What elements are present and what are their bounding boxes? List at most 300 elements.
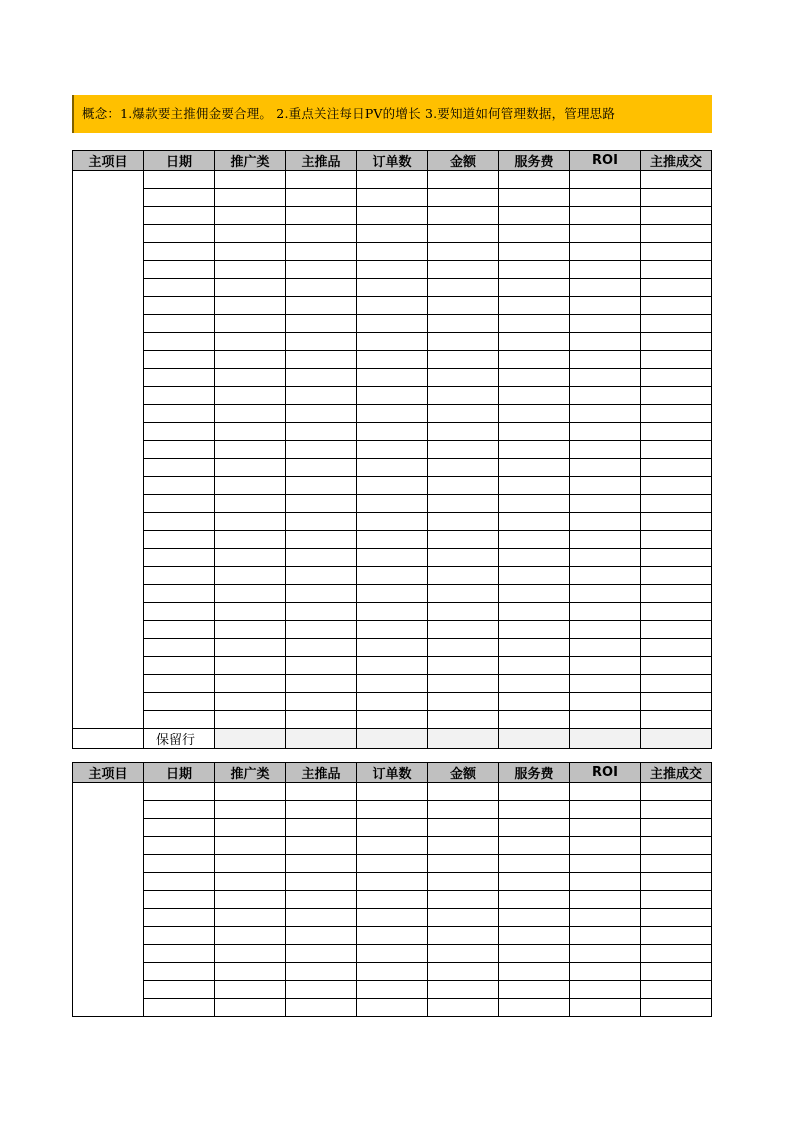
table-cell[interactable] — [499, 261, 570, 279]
table-cell[interactable] — [144, 207, 215, 225]
table-cell[interactable] — [144, 351, 215, 369]
table-cell[interactable] — [499, 477, 570, 495]
table-cell[interactable] — [641, 585, 712, 603]
table-cell[interactable] — [286, 207, 357, 225]
table-cell[interactable] — [215, 675, 286, 693]
table-cell[interactable] — [499, 801, 570, 819]
table-cell[interactable] — [428, 819, 499, 837]
table-cell[interactable] — [144, 603, 215, 621]
table-cell[interactable] — [641, 315, 712, 333]
table-cell[interactable] — [499, 369, 570, 387]
table-cell[interactable] — [215, 621, 286, 639]
table-cell[interactable] — [570, 171, 641, 189]
table-cell[interactable] — [286, 585, 357, 603]
table-cell[interactable] — [499, 909, 570, 927]
table-cell[interactable] — [428, 675, 499, 693]
table-cell[interactable] — [144, 369, 215, 387]
table-cell[interactable] — [499, 423, 570, 441]
table-cell[interactable] — [570, 585, 641, 603]
table-cell[interactable] — [641, 855, 712, 873]
table-cell[interactable] — [144, 783, 215, 801]
table-cell[interactable] — [286, 459, 357, 477]
table-cell[interactable] — [570, 387, 641, 405]
table-cell[interactable] — [286, 189, 357, 207]
table-cell[interactable] — [641, 819, 712, 837]
table-cell[interactable] — [499, 513, 570, 531]
table-cell[interactable] — [357, 225, 428, 243]
table-cell[interactable] — [357, 621, 428, 639]
table-cell[interactable] — [357, 891, 428, 909]
table-cell[interactable] — [641, 693, 712, 711]
table-cell[interactable] — [286, 369, 357, 387]
table-cell[interactable] — [428, 855, 499, 873]
table-cell[interactable] — [215, 459, 286, 477]
table-cell[interactable] — [215, 855, 286, 873]
table-cell[interactable] — [357, 369, 428, 387]
table-cell[interactable] — [357, 531, 428, 549]
table-cell[interactable] — [144, 945, 215, 963]
table-cell[interactable] — [428, 549, 499, 567]
table-cell[interactable] — [570, 729, 641, 749]
table-cell[interactable] — [144, 441, 215, 459]
table-cell[interactable] — [286, 945, 357, 963]
table-cell[interactable] — [144, 549, 215, 567]
table-cell[interactable] — [499, 693, 570, 711]
table-cell[interactable] — [570, 279, 641, 297]
table-cell[interactable] — [357, 819, 428, 837]
table-cell[interactable] — [499, 675, 570, 693]
table-cell[interactable] — [144, 639, 215, 657]
table-cell[interactable] — [144, 189, 215, 207]
table-cell[interactable] — [286, 783, 357, 801]
table-cell[interactable] — [357, 801, 428, 819]
table-cell[interactable] — [641, 513, 712, 531]
table-cell[interactable] — [499, 279, 570, 297]
table-cell[interactable] — [215, 261, 286, 279]
table-cell[interactable] — [428, 585, 499, 603]
table-cell[interactable] — [215, 477, 286, 495]
table-cell[interactable] — [570, 333, 641, 351]
table-cell[interactable] — [570, 423, 641, 441]
table-cell[interactable] — [428, 369, 499, 387]
table-cell[interactable] — [570, 495, 641, 513]
table-cell[interactable] — [144, 999, 215, 1017]
table-cell[interactable] — [641, 351, 712, 369]
main-project-cell[interactable] — [73, 171, 144, 729]
table-cell[interactable] — [570, 639, 641, 657]
table-cell[interactable] — [286, 729, 357, 749]
table-cell[interactable] — [144, 585, 215, 603]
table-cell[interactable] — [286, 387, 357, 405]
table-cell[interactable] — [641, 909, 712, 927]
table-cell[interactable] — [641, 927, 712, 945]
table-cell[interactable] — [641, 657, 712, 675]
table-cell[interactable] — [641, 567, 712, 585]
table-cell[interactable] — [428, 333, 499, 351]
table-cell[interactable] — [286, 243, 357, 261]
table-cell[interactable] — [641, 891, 712, 909]
table-cell[interactable] — [215, 279, 286, 297]
table-cell[interactable] — [357, 729, 428, 749]
table-cell[interactable] — [570, 513, 641, 531]
table-cell[interactable] — [499, 999, 570, 1017]
table-cell[interactable] — [570, 693, 641, 711]
table-cell[interactable] — [286, 405, 357, 423]
table-cell[interactable] — [357, 261, 428, 279]
table-cell[interactable] — [144, 171, 215, 189]
table-cell[interactable] — [357, 693, 428, 711]
table-cell[interactable] — [641, 243, 712, 261]
table-cell[interactable] — [144, 927, 215, 945]
table-cell[interactable] — [428, 729, 499, 749]
table-cell[interactable] — [215, 513, 286, 531]
table-cell[interactable] — [215, 963, 286, 981]
table-cell[interactable] — [286, 441, 357, 459]
table-cell[interactable] — [357, 945, 428, 963]
table-cell[interactable] — [570, 477, 641, 495]
table-cell[interactable] — [641, 999, 712, 1017]
table-cell[interactable] — [641, 423, 712, 441]
table-cell[interactable] — [499, 333, 570, 351]
table-cell[interactable] — [428, 351, 499, 369]
table-cell[interactable] — [357, 855, 428, 873]
table-cell[interactable] — [215, 369, 286, 387]
table-cell[interactable] — [570, 837, 641, 855]
table-cell[interactable] — [286, 549, 357, 567]
table-cell[interactable] — [570, 243, 641, 261]
table-cell[interactable] — [499, 567, 570, 585]
table-cell[interactable] — [641, 441, 712, 459]
table-cell[interactable] — [144, 315, 215, 333]
table-cell[interactable] — [144, 675, 215, 693]
table-cell[interactable] — [215, 945, 286, 963]
table-cell[interactable] — [215, 801, 286, 819]
table-cell[interactable] — [499, 531, 570, 549]
table-cell[interactable] — [499, 981, 570, 999]
table-cell[interactable] — [144, 225, 215, 243]
table-cell[interactable] — [641, 801, 712, 819]
table-cell[interactable] — [357, 207, 428, 225]
table-cell[interactable] — [641, 603, 712, 621]
table-cell[interactable] — [286, 981, 357, 999]
table-cell[interactable] — [215, 711, 286, 729]
table-cell[interactable] — [499, 189, 570, 207]
table-cell[interactable] — [286, 891, 357, 909]
table-cell[interactable] — [641, 549, 712, 567]
table-cell[interactable] — [286, 315, 357, 333]
table-cell[interactable] — [286, 261, 357, 279]
table-cell[interactable] — [570, 261, 641, 279]
table-cell[interactable] — [499, 891, 570, 909]
table-cell[interactable] — [286, 819, 357, 837]
table-cell[interactable] — [357, 297, 428, 315]
table-cell[interactable] — [144, 981, 215, 999]
table-cell[interactable] — [641, 639, 712, 657]
table-cell[interactable] — [215, 873, 286, 891]
table-cell[interactable] — [286, 711, 357, 729]
table-cell[interactable] — [357, 603, 428, 621]
table-cell[interactable] — [286, 279, 357, 297]
table-cell[interactable] — [428, 423, 499, 441]
table-cell[interactable] — [570, 657, 641, 675]
table-cell[interactable] — [215, 351, 286, 369]
table-cell[interactable] — [73, 729, 144, 749]
table-cell[interactable] — [357, 999, 428, 1017]
table-cell[interactable] — [428, 963, 499, 981]
table-cell[interactable] — [570, 207, 641, 225]
table-cell[interactable] — [641, 333, 712, 351]
table-cell[interactable] — [428, 171, 499, 189]
table-cell[interactable] — [499, 657, 570, 675]
table-cell[interactable] — [215, 243, 286, 261]
table-cell[interactable] — [499, 243, 570, 261]
table-cell[interactable] — [286, 999, 357, 1017]
table-cell[interactable] — [641, 729, 712, 749]
table-cell[interactable] — [215, 891, 286, 909]
table-cell[interactable] — [428, 837, 499, 855]
table-cell[interactable] — [641, 459, 712, 477]
table-cell[interactable] — [428, 567, 499, 585]
table-cell[interactable] — [641, 621, 712, 639]
table-cell[interactable] — [570, 819, 641, 837]
table-cell[interactable] — [215, 549, 286, 567]
table-cell[interactable] — [570, 891, 641, 909]
table-cell[interactable] — [570, 549, 641, 567]
table-cell[interactable] — [428, 477, 499, 495]
table-cell[interactable] — [286, 495, 357, 513]
table-cell[interactable] — [215, 585, 286, 603]
table-cell[interactable] — [641, 981, 712, 999]
main-project-cell[interactable] — [73, 783, 144, 1017]
table-cell[interactable] — [570, 963, 641, 981]
table-cell[interactable] — [144, 405, 215, 423]
table-cell[interactable] — [428, 243, 499, 261]
table-cell[interactable] — [144, 567, 215, 585]
table-cell[interactable] — [286, 639, 357, 657]
table-cell[interactable] — [215, 693, 286, 711]
table-cell[interactable] — [428, 801, 499, 819]
table-cell[interactable] — [499, 495, 570, 513]
table-cell[interactable] — [357, 387, 428, 405]
table-cell[interactable] — [215, 225, 286, 243]
table-cell[interactable] — [428, 945, 499, 963]
table-cell[interactable] — [286, 657, 357, 675]
table-cell[interactable] — [570, 675, 641, 693]
table-cell[interactable] — [499, 405, 570, 423]
table-cell[interactable] — [641, 261, 712, 279]
table-cell[interactable] — [428, 441, 499, 459]
table-cell[interactable] — [144, 423, 215, 441]
table-cell[interactable] — [499, 315, 570, 333]
table-cell[interactable] — [215, 999, 286, 1017]
table-cell[interactable] — [357, 639, 428, 657]
table-cell[interactable] — [357, 333, 428, 351]
table-cell[interactable] — [428, 225, 499, 243]
table-cell[interactable] — [499, 549, 570, 567]
table-cell[interactable] — [499, 585, 570, 603]
table-cell[interactable] — [499, 459, 570, 477]
table-cell[interactable] — [144, 711, 215, 729]
table-cell[interactable] — [428, 783, 499, 801]
table-cell[interactable] — [357, 423, 428, 441]
table-cell[interactable] — [499, 351, 570, 369]
table-cell[interactable] — [428, 909, 499, 927]
table-cell[interactable] — [428, 621, 499, 639]
table-cell[interactable] — [428, 603, 499, 621]
table-cell[interactable] — [215, 315, 286, 333]
table-cell[interactable] — [215, 783, 286, 801]
table-cell[interactable] — [570, 225, 641, 243]
table-cell[interactable] — [499, 927, 570, 945]
table-cell[interactable] — [428, 189, 499, 207]
table-cell[interactable] — [499, 603, 570, 621]
table-cell[interactable] — [570, 981, 641, 999]
table-cell[interactable] — [357, 189, 428, 207]
table-cell[interactable] — [499, 171, 570, 189]
table-cell[interactable] — [357, 405, 428, 423]
table-cell[interactable] — [286, 855, 357, 873]
table-cell[interactable] — [641, 207, 712, 225]
table-cell[interactable] — [641, 711, 712, 729]
table-cell[interactable] — [286, 621, 357, 639]
table-cell[interactable] — [570, 603, 641, 621]
table-cell[interactable] — [428, 999, 499, 1017]
table-cell[interactable] — [144, 891, 215, 909]
table-cell[interactable] — [570, 783, 641, 801]
table-cell[interactable] — [428, 513, 499, 531]
table-cell[interactable] — [570, 801, 641, 819]
table-cell[interactable] — [428, 405, 499, 423]
table-cell[interactable] — [641, 405, 712, 423]
table-cell[interactable] — [428, 981, 499, 999]
table-cell[interactable] — [215, 333, 286, 351]
table-cell[interactable] — [215, 405, 286, 423]
table-cell[interactable] — [570, 855, 641, 873]
table-cell[interactable] — [641, 279, 712, 297]
table-cell[interactable] — [499, 225, 570, 243]
table-cell[interactable] — [641, 495, 712, 513]
table-cell[interactable] — [428, 639, 499, 657]
table-cell[interactable] — [570, 315, 641, 333]
table-cell[interactable] — [641, 477, 712, 495]
table-cell[interactable] — [144, 477, 215, 495]
table-cell[interactable] — [428, 927, 499, 945]
table-cell[interactable] — [215, 837, 286, 855]
table-cell[interactable] — [641, 675, 712, 693]
table-cell[interactable] — [641, 873, 712, 891]
table-cell[interactable] — [357, 513, 428, 531]
table-cell[interactable] — [144, 963, 215, 981]
table-cell[interactable] — [428, 657, 499, 675]
table-cell[interactable] — [357, 963, 428, 981]
table-cell[interactable] — [428, 459, 499, 477]
table-cell[interactable] — [215, 639, 286, 657]
table-cell[interactable] — [428, 873, 499, 891]
table-cell[interactable] — [641, 225, 712, 243]
table-cell[interactable] — [286, 837, 357, 855]
table-cell[interactable] — [641, 783, 712, 801]
table-cell[interactable] — [499, 783, 570, 801]
table-cell[interactable] — [570, 531, 641, 549]
table-cell[interactable] — [428, 711, 499, 729]
table-cell[interactable] — [215, 729, 286, 749]
table-cell[interactable] — [570, 441, 641, 459]
table-cell[interactable] — [215, 171, 286, 189]
table-cell[interactable] — [144, 819, 215, 837]
table-cell[interactable] — [144, 387, 215, 405]
table-cell[interactable] — [428, 387, 499, 405]
table-cell[interactable] — [286, 423, 357, 441]
table-cell[interactable] — [357, 549, 428, 567]
table-cell[interactable] — [357, 927, 428, 945]
table-cell[interactable] — [144, 801, 215, 819]
table-cell[interactable] — [499, 873, 570, 891]
table-cell[interactable] — [357, 351, 428, 369]
table-cell[interactable] — [499, 297, 570, 315]
table-cell[interactable] — [570, 621, 641, 639]
table-cell[interactable] — [428, 891, 499, 909]
table-cell[interactable] — [499, 963, 570, 981]
table-cell[interactable] — [570, 909, 641, 927]
table-cell[interactable] — [144, 621, 215, 639]
table-cell[interactable] — [641, 963, 712, 981]
table-cell[interactable] — [144, 909, 215, 927]
table-cell[interactable] — [144, 837, 215, 855]
table-cell[interactable] — [357, 675, 428, 693]
table-cell[interactable] — [499, 441, 570, 459]
table-cell[interactable] — [215, 981, 286, 999]
table-cell[interactable] — [286, 333, 357, 351]
table-cell[interactable] — [286, 531, 357, 549]
table-cell[interactable] — [499, 711, 570, 729]
table-cell[interactable] — [428, 693, 499, 711]
table-cell[interactable] — [286, 567, 357, 585]
table-cell[interactable] — [641, 531, 712, 549]
table-cell[interactable] — [286, 297, 357, 315]
table-cell[interactable] — [144, 495, 215, 513]
table-cell[interactable] — [144, 333, 215, 351]
table-cell[interactable] — [641, 945, 712, 963]
table-cell[interactable] — [144, 531, 215, 549]
table-cell[interactable] — [286, 513, 357, 531]
table-cell[interactable] — [357, 477, 428, 495]
table-cell[interactable] — [144, 873, 215, 891]
table-cell[interactable] — [570, 945, 641, 963]
table-cell[interactable] — [357, 279, 428, 297]
table-cell[interactable] — [215, 927, 286, 945]
table-cell[interactable] — [641, 297, 712, 315]
table-cell[interactable] — [215, 207, 286, 225]
table-cell[interactable] — [144, 855, 215, 873]
table-cell[interactable] — [428, 279, 499, 297]
table-cell[interactable] — [641, 369, 712, 387]
table-cell[interactable] — [286, 693, 357, 711]
table-cell[interactable] — [357, 909, 428, 927]
table-cell[interactable] — [215, 297, 286, 315]
table-cell[interactable] — [499, 945, 570, 963]
table-cell[interactable] — [499, 837, 570, 855]
table-cell[interactable] — [215, 909, 286, 927]
table-cell[interactable] — [286, 351, 357, 369]
table-cell[interactable] — [215, 603, 286, 621]
table-cell[interactable] — [286, 603, 357, 621]
table-cell[interactable] — [286, 171, 357, 189]
table-cell[interactable] — [357, 657, 428, 675]
table-cell[interactable] — [428, 531, 499, 549]
table-cell[interactable] — [570, 369, 641, 387]
table-cell[interactable] — [215, 567, 286, 585]
table-cell[interactable] — [428, 207, 499, 225]
